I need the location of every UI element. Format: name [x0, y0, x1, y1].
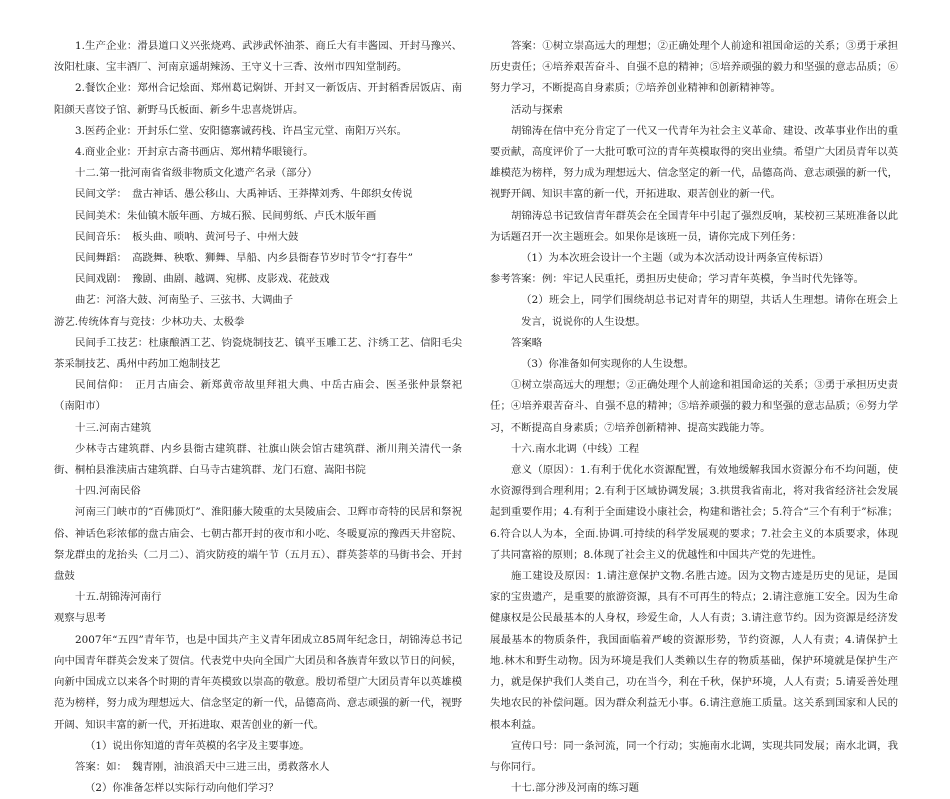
right-paragraph: 胡锦涛总书记致信青年群英会在全国青年中引起了强烈反响，某校初三某班准备以此为话题召开一次主题班会。如果你是该班一员，请你完成下列任务： [490, 209, 898, 243]
left-paragraph: 十四.河南民俗 [75, 485, 141, 498]
left-paragraph: 1.生产企业：滑县道口义兴张烧鸡、武涉武怀油茶、商丘大有丰酱园、开封马豫兴、汝阳杜康、宝丰酒厂、河南京遥胡辣汤、王守义十三香、汝州市四知堂制药。 [54, 40, 462, 74]
left-paragraph: 民间美术：朱仙镇木版年画、方城石猴、民间剪纸、卢氏木版年画 [75, 209, 377, 222]
right-paragraph: 答案：①树立崇高远大的理想；②正确处理个人前途和祖国命运的关系；③勇于承担历史责任；④培养艰苦奋斗、自强不息的精神；⑤培养顽强的毅力和坚强的意志品质；⑥努力学习，不断提高自身素质；⑦培养创业精神和创新精神等。 [490, 40, 898, 95]
left-paragraph: 3.医药企业：开封乐仁堂、安阳德寨诚药栈、许昌宝元堂、南阳万兴东。 [75, 124, 408, 137]
right-paragraph: 活动与探索 [511, 103, 563, 116]
right-paragraph: （3）你准备如何实现你的人生设想。 [521, 358, 694, 371]
left-paragraph: 民间舞蹈： 高跷舞、秧歌、狮舞、旱船、内乡县衙春节岁时节令“打春牛” [75, 252, 413, 265]
left-paragraph: 4.商业企业：开封京古斋书画店、郑州精华眼镜行。 [75, 146, 314, 159]
left-paragraph: 曲艺：河洛大鼓、河南坠子、三弦书、大调曲子 [75, 294, 294, 307]
left-paragraph: 游艺.传统体育与竞技：少林功夫、太极拳 [54, 315, 245, 328]
left-paragraph: 十二.第一批河南省省级非物质文化遗产名录（部分） [75, 167, 318, 180]
right-paragraph: 十七.部分涉及河南的练习题 [511, 782, 639, 795]
left-paragraph: （1）说出你知道的青年英模的名字及主要事迹。 [85, 739, 310, 752]
left-column [54, 36, 462, 799]
right-paragraph: 施工建设及原因：1.请注意保护文物.名胜古迹。因为文物古迹是历史的见证，是国家的宝贵遗产，是重要的旅游资源，具有不可再生的特点；2.请注意施工安全。因为生命健康权是公民最基本的人身权，珍爱生命，人人有责；3.请注意节约。因为资源是经济发展最基本的物质条件，我国面临着严峻的资源形势，节约资源，人人有责；4.请保护土地.林木和野生动物。因为环境是我们人类赖以生存的物质基础，保护环境就是保护生产力，就是保护我们人类自己，功在当今，利在千秋，保护环境，人人有责；5.请妥善处理失地农民的补偿问题。因为群众利益无小事。6.请注意施工质量。这关系到国家和人民的根本利益。 [490, 570, 898, 731]
left-paragraph: 民间手工技艺：杜康酿酒工艺、钧瓷烧制技艺、镇平玉雕工艺、汴绣工艺、信阳毛尖茶采制技艺、禹州中药加工炮制技艺 [54, 336, 462, 371]
right-column [490, 36, 898, 799]
right-paragraph: 答案略 [511, 336, 543, 349]
right-paragraph: 意义（原因）：1.有利于优化水资源配置，有效地缓解我国水资源分布不均问题，使水资源得到合理利用；2.有利于区域协调发展；3.拱贯我省南北，将对我省经济社会发展起到重要作用；4.有利于全面建设小康社会，构建和谐社会；5.符合“三个有利于”标准；6.符合以人为本，全面.协调.可持续的科学发展观的要求；7.社会主义的本质要求，体现了共同富裕的原则；8.体现了社会主义的优越性和中国共产党的先进性。 [490, 464, 898, 561]
left-paragraph: 2.餐饮企业：郑州合记烩面、郑州葛记焖饼、开封又一新饭店、开封稻香居饭店、南阳颜天喜饺子馆、新野马氏板面、新乡牛忠喜烧饼店。 [54, 82, 462, 116]
left-paragraph: 十三.河南古建筑 [75, 421, 152, 434]
left-paragraph: 2007年“五四”青年节，也是中国共产主义青年团成立85周年纪念日，胡锦涛总书记向中国青年群英会发来了贺信。代表党中央向全国广大团员和各族青年致以节日的问候，向新中国成立以来各个时期的青年英模致以崇高的敬意。殷切希望广大团员青年以英雄模范为榜样，努力成为理想远大、信念坚定的新一代，品德高尚、意志顽强的新一代，视野开阔、知识丰富的新一代，开拓进取、艰苦创业的新一代。 [54, 633, 462, 731]
left-paragraph: 民间音乐： 板头曲、唢呐、黄河号子、中州大鼓 [75, 230, 299, 243]
left-paragraph: 少林寺古建筑群、内乡县衙古建筑群、社旗山陕会馆古建筑群、淅川荆关清代一条街、桐柏县淮渎庙古建筑群、白马寺古建筑群、龙门石窟、嵩阳书院 [54, 442, 462, 477]
left-paragraph: 民间戏剧： 豫剧、曲剧、越调、宛梆、皮影戏、花鼓戏 [75, 273, 330, 286]
left-paragraph: 河南三门峡市的“百佛顶灯”、淮阳藤大陵重的太昊陵庙会、卫辉市奇特的民居和祭祝俗、神话色彩浓郁的盘古庙会、七朝古都开封的夜市和小吃、冬暖夏凉的豫西天井窑院、祭龙群虫的龙抬头（二月二）、消灾防疫的端午节（五月五）、群英荟萃的马街书会、开封盘鼓 [54, 506, 462, 583]
left-paragraph: 观察与思考 [54, 612, 106, 625]
left-paragraph: 民间信仰： 正月古庙会、新郑黄帝故里拜祖大典、中岳古庙会、医圣张仲景祭祀（南阳市） [54, 379, 462, 413]
right-paragraph: 参考答案：例：牢记人民重托，勇担历史使命；学习青年英模，争当时代先锋等。 [490, 273, 865, 286]
left-paragraph: （2）你准备怎样以实际行动向他们学习？ [85, 782, 279, 795]
left-paragraph: 十五.胡锦涛河南行 [75, 591, 162, 604]
right-paragraph: 十六.南水北调（中线）工程 [511, 442, 639, 455]
left-paragraph: 答案：如： 魏青刚，油浪滔天中三进三出，勇救落水人 [75, 760, 330, 773]
right-paragraph: ①树立崇高远大的理想；②正确处理个人前途和祖国命运的关系；③勇于承担历史责任；④培养艰苦奋斗、自强不息的精神；⑤培养顽强的毅力和坚强的意志品质；⑥努力学习，不断提高自身素质；⑦培养创新精神、提高实践能力等。 [490, 379, 898, 434]
right-paragraph: 胡锦涛在信中充分肯定了一代又一代青年为社会主义革命、建设、改革事业作出的重要贡献，高度评价了一大批可歌可泣的青年英模取得的突出业绩。希望广大团员青年以英雄模范为榜样，努力成为理想远大、信念坚定的新一代，品德高尚、意志顽强的新一代，视野开阔、知识丰富的新一代，开拓进取、艰苦创业的新一代。 [490, 124, 898, 201]
right-paragraph: （2）班会上，同学们围绕胡总书记对青年的期望，共话人生理想。请你在班会上发言，说说你的人生设想。 [521, 294, 898, 328]
right-paragraph: （1）为本次班会设计一个主题（或为本次活动设计两条宣传标语） [521, 252, 829, 265]
left-paragraph: 民间文学： 盘古神话、愚公移山、大禹神话、王莽撵刘秀、牛郎织女传说 [75, 188, 413, 201]
right-paragraph: 宣传口号：同一条河流，同一个行动；实施南水北调，实现共同发展；南水北调，我与你同行。 [490, 739, 898, 773]
